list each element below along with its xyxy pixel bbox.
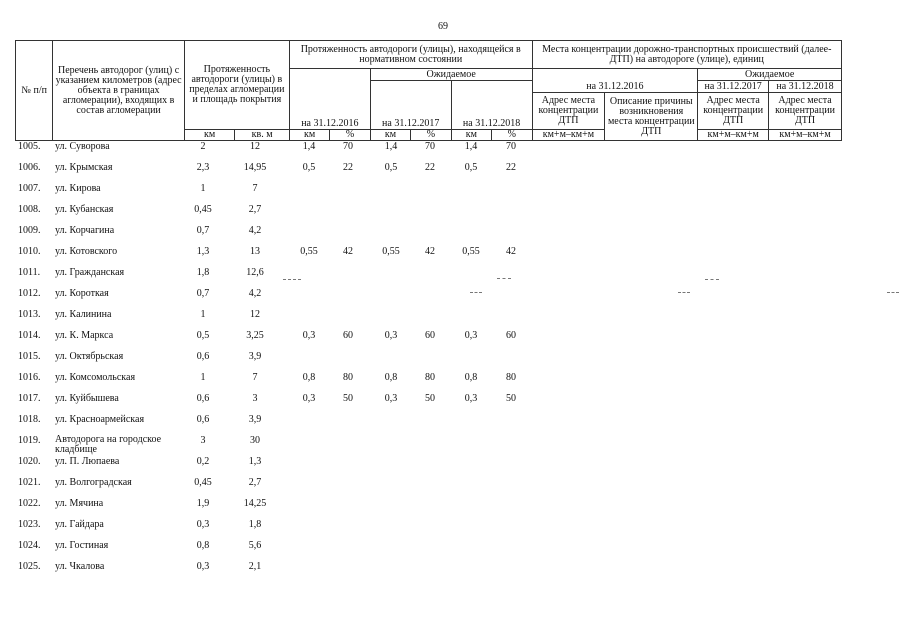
cell-len: 3 (200, 435, 206, 446)
cell-p18: 22 (506, 162, 516, 173)
table-row (0, 244, 905, 265)
cell-name: ул. Мячина (55, 498, 104, 509)
table-row (0, 265, 905, 286)
cell-area: 7 (252, 372, 258, 383)
cell-p16: 80 (343, 372, 353, 383)
unit-pct-2018: % (492, 130, 532, 141)
table-row (0, 328, 905, 349)
cell-len: 1,3 (196, 246, 210, 257)
cell-no: 1014. (18, 330, 41, 341)
cell-len: 0,8 (196, 540, 210, 551)
table-row (0, 433, 905, 454)
table-row (0, 559, 905, 580)
cell-area: 4,2 (248, 288, 262, 299)
cell-p16: 42 (343, 246, 353, 257)
table-row (0, 475, 905, 496)
cell-name: ул. Куйбышева (55, 393, 119, 404)
table-header (15, 40, 842, 141)
header-dtp-date-2018: на 31.12.2018 (769, 81, 842, 93)
cell-p17: 22 (425, 162, 435, 173)
unit-dtp-2017: км+м–км+м (698, 130, 769, 141)
cell-len: 0,2 (196, 456, 210, 467)
table-row (0, 307, 905, 328)
cell-area: 3,9 (248, 351, 262, 362)
unit-pct-2016: % (330, 130, 370, 141)
cell-p16: 22 (343, 162, 353, 173)
cell-len: 0,6 (196, 414, 210, 425)
cell-k17: 0,3 (384, 330, 398, 341)
cell-no: 1006. (18, 162, 41, 173)
cell-k18: 0,3 (464, 330, 478, 341)
cell-k16: 1,4 (302, 141, 316, 152)
header-dtp-description: Описание причины возникновения места концентрации ДТП (605, 93, 698, 141)
cell-len: 0,45 (194, 477, 212, 488)
header-expected: Ожидаемое (370, 69, 532, 81)
unit-dtp-2016: км+м–км+м (532, 130, 605, 141)
cell-name: ул. Волгоградская (55, 477, 132, 488)
cell-p16: 60 (343, 330, 353, 341)
cell-area: 3,25 (246, 330, 264, 341)
cell-name: ул. Котовского (55, 246, 118, 257)
header-normative-group: Протяженность автодороги (улицы), находящейся в нормативном состоянии (289, 41, 532, 69)
cell-no: 1008. (18, 204, 41, 215)
scan-artifact (887, 292, 899, 294)
cell-len: 1 (200, 309, 206, 320)
cell-no: 1022. (18, 498, 41, 509)
unit-dtp-2018: км+м–км+м (769, 130, 842, 141)
cell-len: 1,9 (196, 498, 210, 509)
header-dtp-date-2016: на 31.12.2016 (532, 69, 698, 93)
cell-len: 0,6 (196, 393, 210, 404)
cell-p17: 50 (425, 393, 435, 404)
table-row (0, 454, 905, 475)
header-date-2016: на 31.12.2016 (289, 69, 370, 130)
cell-area: 1,3 (248, 456, 262, 467)
cell-name: ул. Октябрьская (55, 351, 124, 362)
cell-no: 1023. (18, 519, 41, 530)
cell-name: ул. Красноармейская (55, 414, 145, 425)
cell-len: 0,5 (196, 330, 210, 341)
cell-no: 1015. (18, 351, 41, 362)
cell-no: 1020. (18, 456, 41, 467)
cell-len: 0,7 (196, 225, 210, 236)
cell-k17: 1,4 (384, 141, 398, 152)
cell-area: 30 (250, 435, 260, 446)
cell-k17: 0,55 (382, 246, 400, 257)
cell-name: ул. Комсомольская (55, 372, 136, 383)
table-row (0, 202, 905, 223)
cell-k18: 1,4 (464, 141, 478, 152)
cell-len: 0,3 (196, 519, 210, 530)
cell-name: ул. Гайдара (55, 519, 104, 530)
cell-len: 1 (200, 372, 206, 383)
table-row (0, 496, 905, 517)
cell-name: ул. П. Люпаева (55, 456, 120, 467)
cell-area: 5,6 (248, 540, 262, 551)
cell-k17: 0,8 (384, 372, 398, 383)
cell-name: ул. Кубанская (55, 204, 114, 215)
scan-artifact (705, 279, 719, 281)
cell-p18: 70 (506, 141, 516, 152)
cell-area: 1,8 (248, 519, 262, 530)
table-row (0, 223, 905, 244)
cell-len: 0,7 (196, 288, 210, 299)
cell-k18: 0,3 (464, 393, 478, 404)
cell-no: 1021. (18, 477, 41, 488)
cell-p17: 60 (425, 330, 435, 341)
header-dtp-address-2017: Адрес места концентрации ДТП (698, 93, 769, 130)
cell-name: ул. Калинина (55, 309, 112, 320)
cell-k18: 0,5 (464, 162, 478, 173)
scan-artifact (283, 279, 301, 281)
cell-no: 1012. (18, 288, 41, 299)
header-date-2017: на 31.12.2017 (370, 81, 451, 130)
cell-p18: 42 (506, 246, 516, 257)
cell-area: 12 (250, 309, 260, 320)
cell-p16: 70 (343, 141, 353, 152)
cell-p17: 42 (425, 246, 435, 257)
unit-length-km: км (184, 130, 235, 141)
scan-artifact (470, 292, 482, 294)
unit-km-2018: км (451, 130, 491, 141)
cell-no: 1025. (18, 561, 41, 572)
cell-no: 1007. (18, 183, 41, 194)
cell-name: ул. Гражданская (55, 267, 125, 278)
table-row (0, 286, 905, 307)
cell-name: ул. Крымская (55, 162, 113, 173)
cell-area: 2,1 (248, 561, 262, 572)
table-row (0, 391, 905, 412)
table-row (0, 160, 905, 181)
header-dtp-address-2016: Адрес места концентрации ДТП (532, 93, 605, 130)
table-row (0, 517, 905, 538)
cell-no: 1009. (18, 225, 41, 236)
cell-k18: 0,55 (462, 246, 480, 257)
cell-no: 1016. (18, 372, 41, 383)
table-row (0, 370, 905, 391)
table-row (0, 349, 905, 370)
cell-no: 1013. (18, 309, 41, 320)
header-road-length: Протяженность автодороги (улицы) в пределах агломерации и площадь покрытия (184, 41, 289, 130)
cell-p16: 50 (343, 393, 353, 404)
cell-k16: 0,5 (302, 162, 316, 173)
header-road-list: Перечень автодорог (улиц) с указанием километров (адрес объекта в границах агломерации), входящих в состав агломерации (53, 41, 184, 141)
cell-no: 1019. (18, 435, 41, 446)
cell-name: ул. Гостиная (55, 540, 109, 551)
unit-km-2016: км (289, 130, 329, 141)
cell-name: Автодорога на городское кладбище (55, 434, 162, 455)
cell-name: ул. Чкалова (55, 561, 105, 572)
unit-km-2017: км (370, 130, 410, 141)
cell-len: 1 (200, 183, 206, 194)
cell-len: 1,8 (196, 267, 210, 278)
cell-area: 13 (250, 246, 260, 257)
cell-k16: 0,3 (302, 330, 316, 341)
cell-name: ул. Кирова (55, 183, 101, 194)
cell-no: 1018. (18, 414, 41, 425)
cell-k18: 0,8 (464, 372, 478, 383)
cell-no: 1010. (18, 246, 41, 257)
cell-area: 2,7 (248, 204, 262, 215)
cell-p18: 50 (506, 393, 516, 404)
header-number: № п/п (16, 41, 53, 141)
cell-len: 0,6 (196, 351, 210, 362)
cell-area: 3,9 (248, 414, 262, 425)
unit-pct-2017: % (411, 130, 451, 141)
cell-area: 4,2 (248, 225, 262, 236)
cell-area: 14,95 (243, 162, 267, 173)
cell-area: 14,25 (243, 498, 267, 509)
table-row (0, 181, 905, 202)
header-dtp-address-2018: Адрес места концентрации ДТП (769, 93, 842, 130)
cell-len: 0,3 (196, 561, 210, 572)
cell-area: 7 (252, 183, 258, 194)
cell-area: 2,7 (248, 477, 262, 488)
header-dtp-date-2017: на 31.12.2017 (698, 81, 769, 93)
cell-name: ул. Корчагина (55, 225, 115, 236)
cell-p17: 70 (425, 141, 435, 152)
cell-name: ул. Короткая (55, 288, 109, 299)
table-row (0, 412, 905, 433)
header-dtp-expected: Ожидаемое (698, 69, 842, 81)
cell-no: 1011. (18, 267, 41, 278)
table-row (0, 139, 905, 160)
cell-name: ул. Суворова (55, 141, 110, 152)
scan-artifact (497, 278, 511, 280)
cell-len: 2 (200, 141, 206, 152)
cell-len: 0,45 (194, 204, 212, 215)
table-body (0, 139, 905, 580)
cell-p18: 80 (506, 372, 516, 383)
cell-k17: 0,3 (384, 393, 398, 404)
cell-no: 1005. (18, 141, 41, 152)
cell-no: 1024. (18, 540, 41, 551)
cell-no: 1017. (18, 393, 41, 404)
page-number: 69 (438, 21, 448, 32)
cell-k16: 0,8 (302, 372, 316, 383)
cell-len: 2,3 (196, 162, 210, 173)
scan-artifact (678, 292, 690, 294)
cell-area: 12,6 (246, 267, 264, 278)
cell-p18: 60 (506, 330, 516, 341)
cell-k16: 0,3 (302, 393, 316, 404)
cell-name: ул. К. Маркса (55, 330, 114, 341)
header-date-2018: на 31.12.2018 (451, 81, 532, 130)
unit-area-sqm: кв. м (235, 130, 290, 141)
header-dtp-group: Места концентрации дорожно-транспортных происшествий (далее-ДТП) на автодороге (улице), единиц (532, 41, 841, 69)
cell-p17: 80 (425, 372, 435, 383)
cell-area: 3 (252, 393, 258, 404)
cell-k17: 0,5 (384, 162, 398, 173)
table-row (0, 538, 905, 559)
cell-area: 12 (250, 141, 260, 152)
cell-k16: 0,55 (300, 246, 318, 257)
